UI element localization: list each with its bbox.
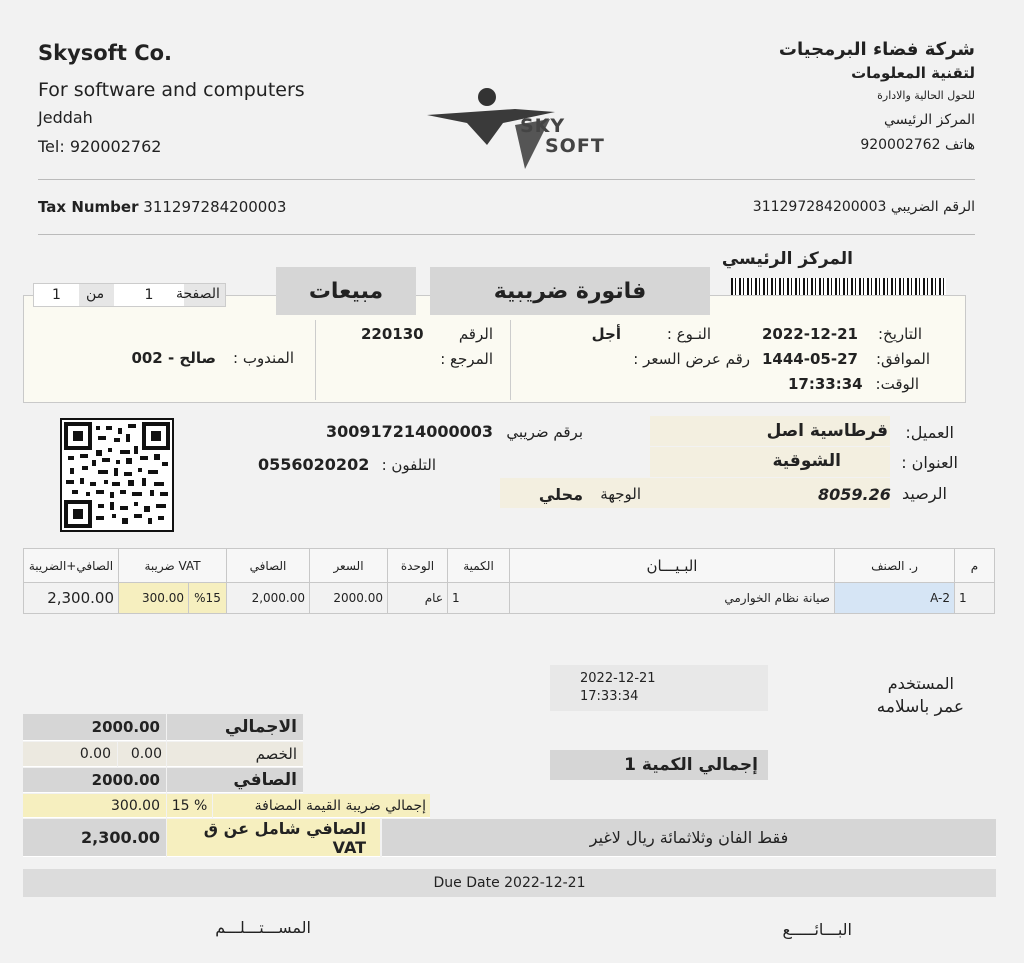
customer-tax-label: برقم ضريبي: [506, 423, 583, 441]
quantity-total: [550, 750, 768, 780]
amount-words-cell: [382, 819, 996, 857]
direction-value: محلي: [538, 485, 583, 504]
date-label: التاريخ:: [878, 325, 922, 343]
table-header-row: [24, 549, 995, 583]
address-value: الشوقية: [772, 451, 841, 471]
due-date-bar: [23, 869, 996, 897]
branch-title: المركز الرئيسي: [721, 249, 853, 269]
row-index: 1: [955, 583, 995, 614]
sales-title: مبيعات: [308, 278, 384, 304]
hijri-value: 1444-05-27: [762, 350, 858, 368]
rep-value: صالح - 002: [131, 349, 216, 367]
discount-rate: 0.00: [130, 746, 162, 762]
direction-label: الوجهة: [600, 485, 641, 503]
of-label: من: [86, 286, 105, 302]
user-timestamp-box: [550, 665, 768, 711]
number-label: الرقم: [458, 325, 493, 343]
vat-value-cell: [23, 794, 166, 818]
balance-label: الرصيد: [902, 484, 947, 503]
net-label-cell: [167, 768, 303, 793]
page-label: الصفحة: [176, 286, 220, 302]
row-qty: 1: [448, 583, 510, 614]
user-label: المستخدم: [887, 674, 954, 693]
row-unit: عام: [388, 583, 448, 614]
col-net: الصافي: [227, 549, 310, 583]
address-label: العنوان :: [901, 453, 958, 472]
seller-signature-label: البـــائـــــع: [782, 920, 852, 939]
time-value: 17:33:34: [788, 375, 863, 393]
row-item-no: A-2: [835, 583, 955, 614]
info-divider-2: [315, 320, 316, 400]
company-branch-ar: المركز الرئيسي: [884, 112, 975, 128]
page-total: 1: [34, 284, 79, 306]
balance-value: [818, 485, 891, 504]
tax-number-en: [38, 198, 286, 216]
invoice-title-box: [430, 267, 710, 315]
grand-value: 2,300.00: [81, 828, 160, 847]
logo-text-soft: SOFT: [545, 135, 605, 157]
company-name-ar: شركة فضاء البرمجيات: [778, 39, 975, 60]
col-vat: ضريبة VAT: [119, 549, 227, 583]
type-value: أجل: [591, 325, 621, 343]
header-divider-top: [38, 179, 975, 180]
col-description: البـيـــان: [510, 549, 835, 583]
company-phone-ar: هاتف 920002762: [860, 137, 975, 153]
grand-label-cell: [167, 819, 380, 857]
col-unit: الوحدة: [388, 549, 448, 583]
total-value-cell: [23, 714, 166, 741]
sales-title-box: [276, 267, 416, 315]
tax-number-value: 311297284200003: [143, 198, 287, 216]
quantity-total-text: إجمالي الكمية 1: [624, 755, 758, 775]
col-qty: الكمية: [448, 549, 510, 583]
company-name-en: Skysoft Co.: [38, 41, 173, 65]
total-value: 2000.00: [91, 718, 160, 736]
page-current: 1: [114, 284, 184, 306]
address-field: [650, 447, 890, 477]
customer-phone-label: التلفون :: [381, 456, 436, 474]
quote-label: رقم عرض السعر :: [633, 350, 750, 368]
net-label: الصافي: [233, 770, 297, 790]
items-table: [23, 548, 995, 614]
receiver-signature-label: المســـتـــلـــم: [215, 918, 311, 937]
discount-value: 0.00: [79, 746, 111, 762]
company-tel: Tel: 920002762: [38, 137, 162, 156]
total-label-cell: [167, 714, 303, 741]
col-index: م: [955, 549, 995, 583]
company-city: Jeddah: [38, 108, 93, 127]
time-label: الوقت:: [875, 375, 919, 393]
col-total: الصافي+الضريبة: [24, 549, 119, 583]
date-value: 2022-12-21: [762, 325, 858, 343]
rep-label: المندوب :: [233, 349, 294, 367]
net-value-cell: [23, 768, 166, 793]
page-counter: [33, 283, 226, 307]
discount-label-cell: [167, 742, 303, 767]
col-price: السعر: [310, 549, 388, 583]
row-total: 2,300.00: [24, 583, 119, 614]
user-date: 2022-12-21: [580, 671, 656, 686]
invoice-title: فاتورة ضريبية: [493, 278, 647, 304]
qr-code: [60, 418, 174, 532]
due-date: Due Date 2022-12-21: [433, 875, 586, 891]
vat-rate: 15 %: [171, 797, 208, 814]
hijri-label: الموافق:: [875, 350, 930, 368]
client-label: العميل:: [905, 423, 954, 442]
company-tagline-en: For software and computers: [38, 79, 305, 101]
logo-text-sky: SKY: [520, 115, 566, 137]
discount-value-cell: [23, 742, 117, 767]
discount-label: الخصم: [255, 745, 297, 763]
net-value: 2000.00: [91, 771, 160, 789]
row-net: 2,000.00: [227, 583, 310, 614]
info-divider-1: [510, 320, 511, 400]
customer-phone-value: 0556020202: [258, 455, 370, 474]
client-value: قرطاسية اصل: [766, 421, 888, 441]
row-vat-rate: %15: [189, 583, 227, 614]
discount-rate-cell: [118, 742, 166, 767]
company-tagline-ar: للحول الحالية والادارة: [877, 89, 975, 102]
company-subtitle-ar: لتقنية المعلومات: [851, 64, 975, 82]
balance-value-text: 8059.26: [818, 485, 891, 504]
vat-label-cell: [213, 794, 430, 818]
company-tax-ar: الرقم الضريبي 311297284200003: [752, 199, 975, 215]
amount-words: فقط الفان وثلاثمائة ريال لاغير: [589, 828, 789, 847]
header-divider-bottom: [38, 234, 975, 235]
vat-value: 300.00: [111, 797, 160, 814]
row-vat-amount: 300.00: [119, 583, 189, 614]
table-row: [24, 583, 995, 614]
skysoft-logo: [425, 85, 610, 170]
grand-label: الصافي شامل عن ق VAT: [203, 818, 366, 857]
total-label: الاجمالي: [224, 717, 297, 737]
reference-label: المرجع :: [440, 350, 493, 368]
number-value: 220130: [361, 325, 424, 343]
row-description: صيانة نظام الخوارمي: [510, 583, 835, 614]
tax-number-label: Tax Number: [38, 198, 139, 216]
vat-label: إجمالي ضريبة القيمة المضافة: [254, 797, 426, 814]
row-price: 2000.00: [310, 583, 388, 614]
vat-rate-cell: [167, 794, 212, 818]
type-label: النـوع :: [666, 325, 711, 343]
user-name: عمر باسلامه: [876, 697, 964, 717]
col-item-no: ر. الصنف: [835, 549, 955, 583]
customer-tax-value: 300917214000003: [326, 422, 493, 441]
grand-value-cell: [23, 819, 166, 857]
user-time: 17:33:34: [580, 689, 639, 704]
